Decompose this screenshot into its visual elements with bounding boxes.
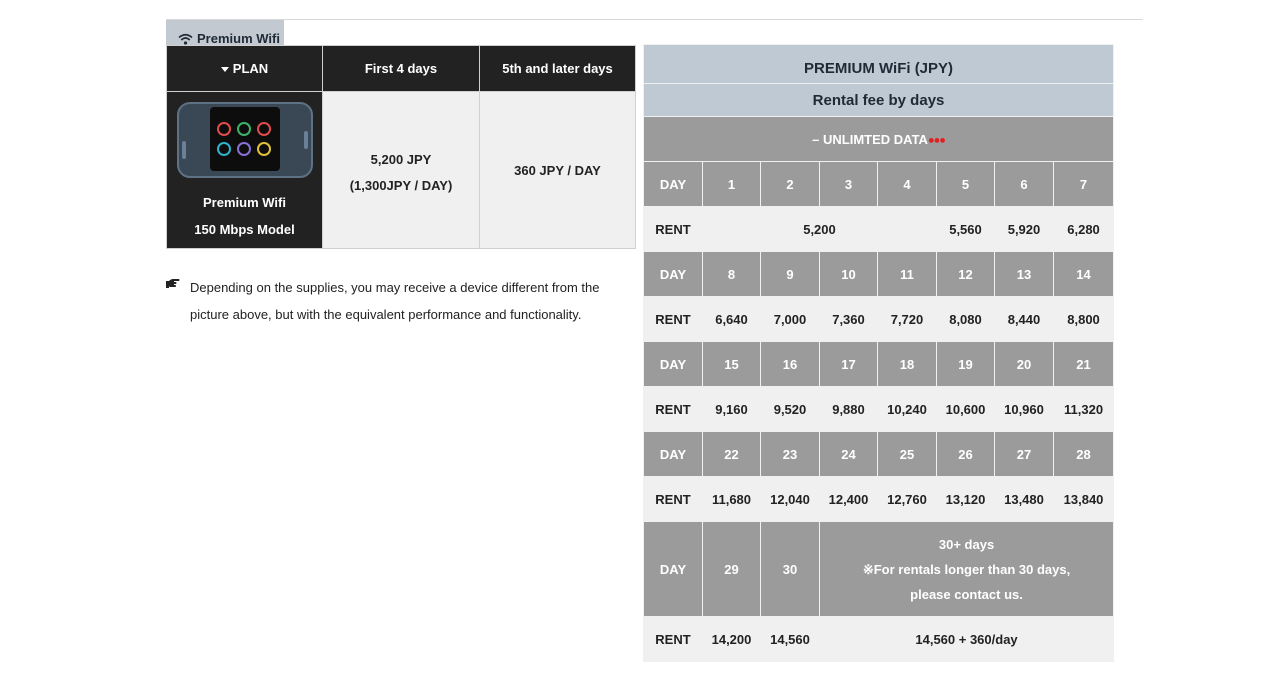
extended-rent-cell: 14,560 + 360/day [820, 617, 1114, 662]
rent-label: RENT [644, 207, 703, 252]
day-cell: 13 [995, 252, 1054, 297]
rent-cell: 11,680 [703, 477, 761, 522]
rent-cell: 13,840 [1054, 477, 1114, 522]
rent-cell: 14,560 [761, 617, 820, 662]
pocket-wifi-device-image [176, 101, 314, 181]
day-cell: 18 [878, 342, 937, 387]
rent-label: RENT [644, 617, 703, 662]
rent-cell: 8,800 [1054, 297, 1114, 342]
rent-cell: 8,080 [937, 297, 995, 342]
day-cell: 14 [1054, 252, 1114, 297]
rent-cell: 9,160 [703, 387, 761, 432]
device-note [166, 274, 616, 328]
day-cell: 29 [703, 522, 761, 617]
device-name: Premium Wifi [203, 195, 286, 210]
day-label: DAY [644, 522, 703, 617]
caret-down-icon [221, 67, 229, 72]
day-cell: 15 [703, 342, 761, 387]
rent-cell: 13,480 [995, 477, 1054, 522]
wifi-icon [178, 33, 193, 45]
device-model: 150 Mbps Model [194, 222, 295, 237]
day-cell: 1 [703, 162, 761, 207]
later-days-price: 360 JPY / DAY [480, 92, 636, 249]
device-cell [167, 92, 323, 249]
rent-cell: 14,200 [703, 617, 761, 662]
first-days-header: First 4 days [323, 46, 480, 92]
day-cell: 17 [820, 342, 878, 387]
extended-note-line2: please contact us. [910, 586, 1023, 602]
unlimited-data-label: – UNLIMTED DATA●●● [644, 117, 1114, 162]
rent-cell: 8,440 [995, 297, 1054, 342]
first-days-per-day: (1,300JPY / DAY) [349, 177, 453, 193]
day-cell: 21 [1054, 342, 1114, 387]
extended-rental-note [820, 522, 1114, 617]
rent-cell: 12,400 [820, 477, 878, 522]
rent-cell: 6,280 [1054, 207, 1114, 252]
rent-cell: 10,960 [995, 387, 1054, 432]
rent-cell: 7,000 [761, 297, 820, 342]
rent-cell: 6,640 [703, 297, 761, 342]
rent-cell: 7,720 [878, 297, 937, 342]
rent-label: RENT [644, 387, 703, 432]
day-cell: 2 [761, 162, 820, 207]
day-cell: 3 [820, 162, 878, 207]
extended-title: 30+ days [938, 536, 995, 552]
day-cell: 8 [703, 252, 761, 297]
plan-header: PLAN [167, 46, 323, 92]
rent-cell: 12,040 [761, 477, 820, 522]
red-dots-icon: ●●● [927, 134, 945, 147]
rent-cell: 9,880 [820, 387, 878, 432]
top-divider [166, 19, 1143, 20]
day-cell: 23 [761, 432, 820, 477]
day-cell: 19 [937, 342, 995, 387]
day-cell: 20 [995, 342, 1054, 387]
first-days-price-cell [323, 92, 480, 249]
day-cell: 7 [1054, 162, 1114, 207]
day-cell: 30 [761, 522, 820, 617]
day-cell: 9 [761, 252, 820, 297]
rent-cell: 13,120 [937, 477, 995, 522]
day-label: DAY [644, 432, 703, 477]
day-label: DAY [644, 342, 703, 387]
rent-label: RENT [644, 297, 703, 342]
plan-table [166, 45, 636, 249]
rent-cell: 7,360 [820, 297, 878, 342]
day-label: DAY [644, 162, 703, 207]
day-cell: 28 [1054, 432, 1114, 477]
day-cell: 25 [878, 432, 937, 477]
tab-label: Premium Wifi [197, 31, 280, 46]
day-cell: 11 [878, 252, 937, 297]
rent-cell: 10,600 [937, 387, 995, 432]
rent-label: RENT [644, 477, 703, 522]
pointing-hand-icon [166, 277, 180, 289]
day-cell: 5 [937, 162, 995, 207]
day-cell: 22 [703, 432, 761, 477]
extended-note-line1: ※For rentals longer than 30 days, [862, 561, 1071, 577]
day-label: DAY [644, 252, 703, 297]
rent-cell: 5,560 [937, 207, 995, 252]
day-cell: 6 [995, 162, 1054, 207]
day-cell: 10 [820, 252, 878, 297]
later-days-header: 5th and later days [480, 46, 636, 92]
first-days-price: 5,200 JPY [370, 151, 432, 167]
day-cell: 12 [937, 252, 995, 297]
day-cell: 27 [995, 432, 1054, 477]
day-cell: 24 [820, 432, 878, 477]
day-cell: 16 [761, 342, 820, 387]
rent-cell: 5,920 [995, 207, 1054, 252]
rent-cell: 12,760 [878, 477, 937, 522]
rate-table [643, 44, 1114, 662]
rent-cell: 10,240 [878, 387, 937, 432]
rate-table-subtitle: Rental fee by days [644, 84, 1114, 117]
device-note-text: Depending on the supplies, you may receive a device different from the picture above, but with the equivalent performance and functionality. [190, 280, 600, 322]
day-cell: 4 [878, 162, 937, 207]
rent-cell: 9,520 [761, 387, 820, 432]
rent-cell: 5,200 [703, 207, 937, 252]
day-cell: 26 [937, 432, 995, 477]
rate-table-title: PREMIUM WiFi (JPY) [644, 45, 1114, 84]
rent-cell: 11,320 [1054, 387, 1114, 432]
